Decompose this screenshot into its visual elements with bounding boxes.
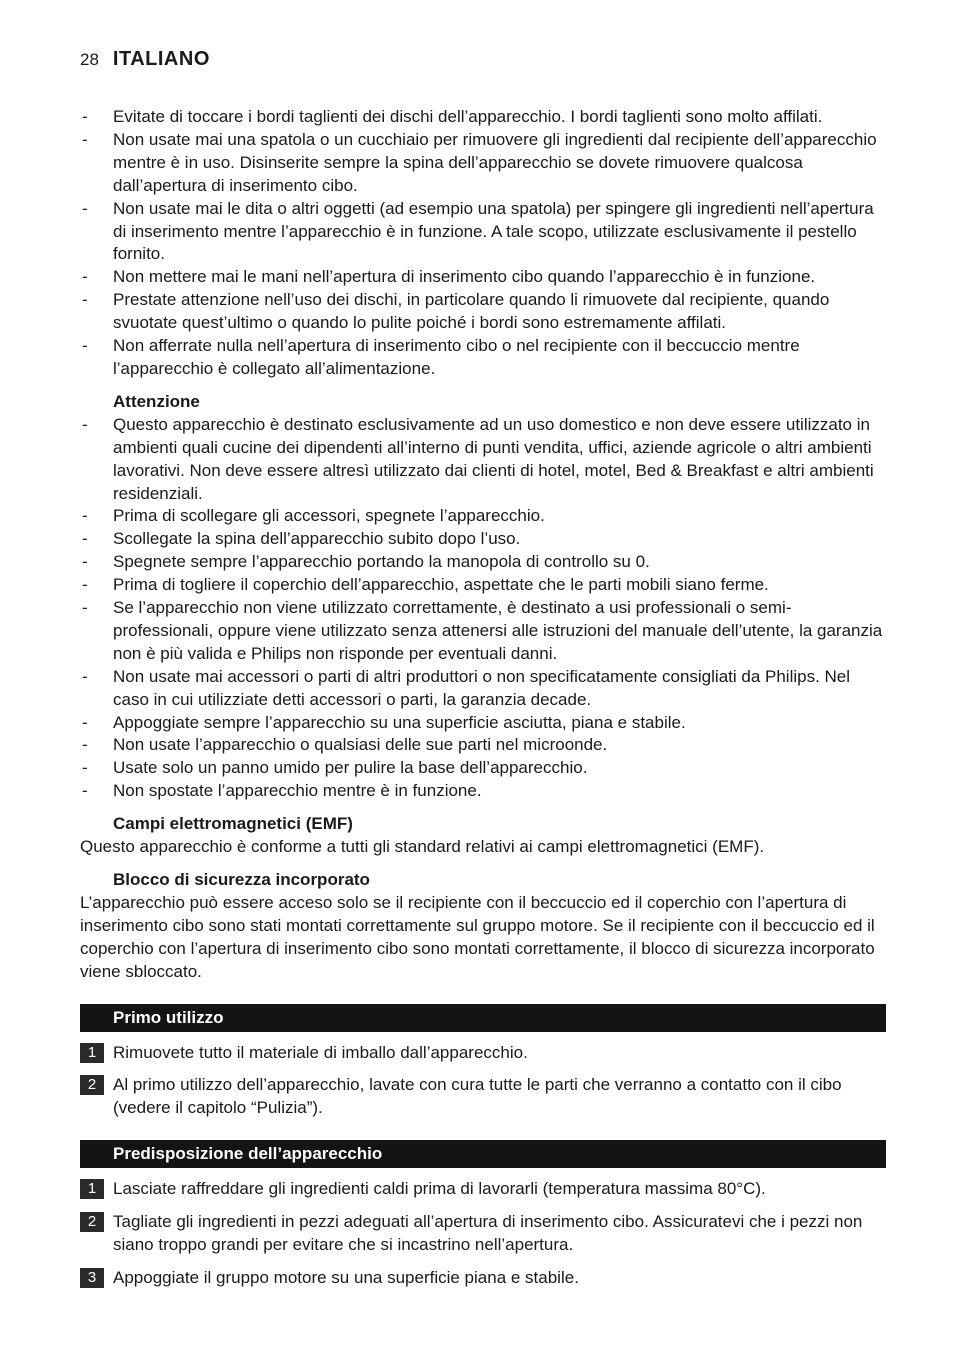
step-number-badge: 1 (80, 1043, 104, 1063)
step-text: Lasciate raffreddare gli ingredienti caldi prima di lavorarli (temperatura massima 80°C). (113, 1179, 766, 1199)
list-item: - Non afferrate nulla nell’apertura di inserimento cibo o nel recipiente con il beccuccio mentre l’apparecchio è collegato all’alimentazione. (80, 335, 886, 381)
list-item: - Scollegate la spina dell’apparecchio subito dopo l’uso. (80, 528, 886, 551)
list-item: - Non spostate l’apparecchio mentre è in funzione. (80, 780, 886, 803)
emf-text: Questo apparecchio è conforme a tutti gli standard relativi ai campi elettromagnetici (EMF). (80, 837, 765, 857)
list-item: - Prima di scollegare gli accessori, spegnete l’apparecchio. (80, 505, 886, 528)
step-text: Appoggiate il gruppo motore su una superficie piana e stabile. (113, 1267, 579, 1287)
step-text: Rimuovete tutto il materiale di imballo dall’apparecchio. (113, 1042, 528, 1062)
step-item (80, 1074, 886, 1120)
list-item: - Se l’apparecchio non viene utilizzato correttamente, è destinato a usi professionali o semi-professionali, oppure viene utilizzato senza attenersi alle istruzioni del manuale dell’utente, la garanzia non è più valida e Philips non risponde per eventuali danni. (80, 597, 886, 666)
step-text: Al primo utilizzo dell’apparecchio, lavate con cura tutte le parti che verranno a contatto con il cibo (vedere il capitolo “Pulizia”). (113, 1075, 842, 1118)
preparation-steps (80, 1178, 886, 1290)
step-text: Tagliate gli ingredienti in pezzi adeguati all’apertura di inserimento cibo. Assicuratevi che i pezzi non siano troppo grandi per evitare che si incastrino nell’apertura. (113, 1212, 863, 1255)
list-item: - Questo apparecchio è destinato esclusivamente ad un uso domestico e non deve essere utilizzato in ambienti quali cucine dei dipendenti all’interno di punti vendita, uffici, aziende agricole o altri ambienti lavorativi. Non deve essere altresì utilizzato dai clienti di hotel, motel, Bed & Breakfast e altri ambienti residenziali. (80, 414, 886, 506)
list-item: - Usate solo un panno umido per pulire la base dell’apparecchio. (80, 757, 886, 780)
list-item: - Non mettere mai le mani nell’apertura di inserimento cibo quando l’apparecchio è in funzione. (80, 266, 886, 289)
list-item: - Non usate mai una spatola o un cucchiaio per rimuovere gli ingredienti dal recipiente dell’apparecchio mentre è in uso. Disinserite sempre la spina dell’apparecchio se dovete rimuovere qualcosa dall’apertura di inserimento cibo. (80, 129, 886, 198)
language-title: ITALIANO (112, 48, 210, 70)
step-number-badge: 2 (80, 1075, 104, 1095)
step-number-badge: 2 (80, 1212, 104, 1232)
caution-list (80, 414, 886, 803)
list-item: - Appoggiate sempre l’apparecchio su una superficie asciutta, piana e stabile. (80, 712, 886, 735)
step-item (80, 1211, 886, 1257)
page-number: 28 (80, 50, 99, 69)
list-item: - Evitate di toccare i bordi taglienti dei dischi dell’apparecchio. I bordi taglienti sono molto affilati. (80, 106, 886, 129)
page-header (80, 48, 210, 71)
list-item: - Non usate mai le dita o altri oggetti (ad esempio una spatola) per spingere gli ingredienti nell’apertura di inserimento mentre l’apparecchio è in funzione. A tale scopo, utilizzate esclusivamente il pestello fornito. (80, 198, 886, 267)
list-item: - Prestate attenzione nell’uso dei dischi, in particolare quando li rimuovete dal recipiente, quando svuotate quest’ultimo o quando lo pulite poiché i bordi sono estremamente affilati. (80, 289, 886, 335)
list-item: - Non usate mai accessori o parti di altri produttori o non specificatamente consigliati da Philips. Nel caso in cui utilizziate detti accessori o parti, la garanzia decade. (80, 666, 886, 712)
step-item (80, 1042, 886, 1065)
page-content (80, 106, 886, 1290)
list-item: - Non usate l’apparecchio o qualsiasi delle sue parti nel microonde. (80, 734, 886, 757)
preparation-section-title: Predisposizione dell’apparecchio (80, 1140, 886, 1168)
emf-heading: Campi elettromagnetici (EMF) (113, 814, 353, 834)
first-use-section-title: Primo utilizzo (80, 1004, 886, 1032)
list-item: - Spegnete sempre l’apparecchio portando la manopola di controllo su 0. (80, 551, 886, 574)
first-use-steps (80, 1042, 886, 1121)
step-number-badge: 3 (80, 1268, 104, 1288)
safety-lock-text: L’apparecchio può essere acceso solo se il recipiente con il beccuccio ed il coperchio con l’apertura di inserimento cibo sono stati montati correttamente sul gruppo motore. Se il recipiente con il beccuccio ed il coperchio con l’apertura di inserimento cibo sono montati correttamente, il blocco di sicurezza incorporato viene sbloccato. (80, 892, 875, 981)
warnings-list (80, 106, 886, 381)
caution-heading: Attenzione (113, 391, 200, 411)
list-item: - Prima di togliere il coperchio dell’apparecchio, aspettate che le parti mobili siano ferme. (80, 574, 886, 597)
step-number-badge: 1 (80, 1179, 104, 1199)
step-item (80, 1178, 886, 1201)
safety-lock-heading: Blocco di sicurezza incorporato (113, 870, 370, 889)
step-item (80, 1267, 886, 1290)
